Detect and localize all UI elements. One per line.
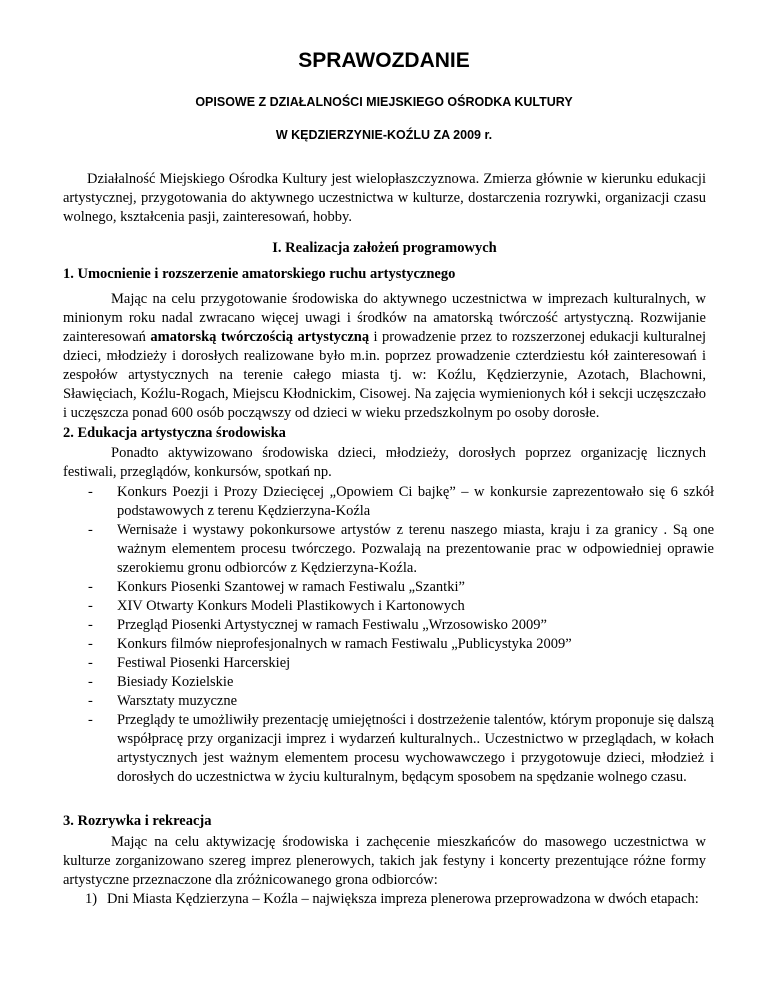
list-item-text: Warsztaty muzyczne [117,693,238,709]
list-item-text: Wernisaże i wystawy pokonkursowe artystów z terenu naszego miasta, kraju i za granicy . Są one ważnym elementem procesu twórczego. Pozwalają na prezentowanie prac w odpowiedniej oprawie szerokiemu gronu odbiorców z Kędzierzyna-Koźla. [117,522,714,576]
subsection-1-text-part1: Mając na celu przygotowanie środowiska do aktywnego uczestnictwa w imprezach kulturalnych, w minionym roku nadal zwracano więcej uwagi i środków na amatorską twórczość artystyczną. Rozwijanie zainteresowań [63,291,706,345]
list-item-text: Konkurs Poezji i Prozy Dziecięcej „Opowiem Ci bajkę” – w konkursie zaprezentowało się 6 szkół podstawowych z terenu Kędzierzyna-Koźla [117,484,714,519]
list-item-text: Biesiady Kozielskie [117,674,234,690]
subsection-3-intro: Mając na celu aktywizację środowiska i zachęcenie mieszkańców do masowego uczestnictwa w kulturze zorganizowano szereg imprez plenerowych, takich jak festyny i koncerty prezentujące różne formy artystyczne przeznaczone dla zróżnicowanego grona odbiorców: [63,834,706,888]
subsection-2-list-container [0,483,714,787]
subsection-3-heading: 3. Rozrywka i rekreacja [63,813,212,829]
list-item [0,711,714,787]
document-subtitle-location: W KĘDZIERZYNIE-KOŹLU ZA 2009 r. [275,128,493,142]
list-item-text: Festiwal Piosenki Harcerskiej [117,655,291,671]
subsection-3-list-container [0,890,706,909]
intro-paragraph: Działalność Miejskiego Ośrodka Kultury jest wielopłaszczyznowa. Zmierza głównie w kierunku edukacji artystycznej, przygotowania do aktywnego uczestnictwa w kulturze, dostarczenia rozrywki, organizacji czasu wolnego, kształcenia pasji, zainteresowań, hobby. [63,171,706,225]
section-title: I. Realizacja założeń programowych [272,240,497,256]
list-item-text: Konkurs Piosenki Szantowej w ramach Festiwalu „Szantki” [117,579,465,595]
list-dash-marker: - [88,598,93,614]
list-dash-marker: - [88,636,93,652]
list-dash-marker: - [88,674,93,690]
list-dash-marker: - [88,712,93,728]
subsection-2-heading: 2. Edukacja artystyczna środowiska [63,425,286,441]
list-item [0,597,714,616]
subsection-1-heading: 1. Umocnienie i rozszerzenie amatorskiego ruchu artystycznego [63,266,456,282]
list-dash-marker: - [88,655,93,671]
subsection-2-intro: Ponadto aktywizowano środowiska dzieci, młodzieży, dorosłych poprzez organizację licznych festiwali, przeglądów, konkursów, spotkań np. [63,445,706,480]
list-item-text: Przeglądy te umożliwiły prezentację umiejętności i dostrzeżenie talentów, którym proponuje się dalszą współpracę przy organizacji imprez i wydarzeń kulturalnych.. Uczestnictwo w przeglądach, w kołach artystycznych jest ważnym elementem procesu wychowawczego i przygotowuje dzieci, młodzież i dorosłych do uczestnictwa w życiu kulturalnym, będącym sposobem na spędzanie wolnego czasu. [117,712,714,785]
list-dash-marker: - [88,693,93,709]
list-item [0,673,714,692]
list-item [0,483,714,521]
subsection-1-text-part2: i prowadzenie przez to rozszerzonej edukacji kulturalnej dzieci, młodzieży i dorosłych realizowane było m.in. poprzez prowadzenie czterdziestu kół zainteresowań i zespołów artystycznych na terenie całego miasta tj. w: Koźlu, Kędzierzynie, Azotach, Blachowni, Sławięciach, Koźlu-Rogach, Miejscu Kłodnickim, Cisowej. Na zajęcia wymienionych kół i sekcji uczęszczało i uczęszcza ponad 600 osób począwszy od dzieci w wieku przedszkolnym po osoby dorosłe. [63,329,706,421]
list-dash-marker: - [88,484,93,500]
list-number-marker: 1) [85,891,98,907]
subsection-3-list [0,890,706,909]
document-title: SPRAWOZDANIE [298,49,470,72]
list-item-text: XIV Otwarty Konkurs Modeli Plastikowych i Kartonowych [117,598,465,614]
list-item-text: Przegląd Piosenki Artystycznej w ramach Festiwalu „Wrzosowisko 2009” [117,617,547,633]
document-subtitle: OPISOWE Z DZIAŁALNOŚCI MIEJSKIEGO OŚRODKA KULTURY [195,95,573,109]
list-dash-marker: - [88,522,93,538]
list-item [0,635,714,654]
list-item [0,890,706,909]
subsection-1-paragraph [63,290,706,423]
list-item [0,692,714,711]
list-dash-marker: - [88,579,93,595]
list-item [0,578,714,597]
subsection-2-list [0,483,714,787]
list-item [0,521,714,578]
subsection-1-bold-phrase: amatorską twórczością artystyczną [150,329,370,345]
list-item-text: Dni Miasta Kędzierzyna – Koźla – największa impreza plenerowa przeprowadzona w dwóch etapach: [107,891,699,907]
list-item [0,654,714,673]
list-item [0,616,714,635]
list-item-text: Konkurs filmów nieprofesjonalnych w ramach Festiwalu „Publicystyka 2009” [117,636,572,652]
list-dash-marker: - [88,617,93,633]
